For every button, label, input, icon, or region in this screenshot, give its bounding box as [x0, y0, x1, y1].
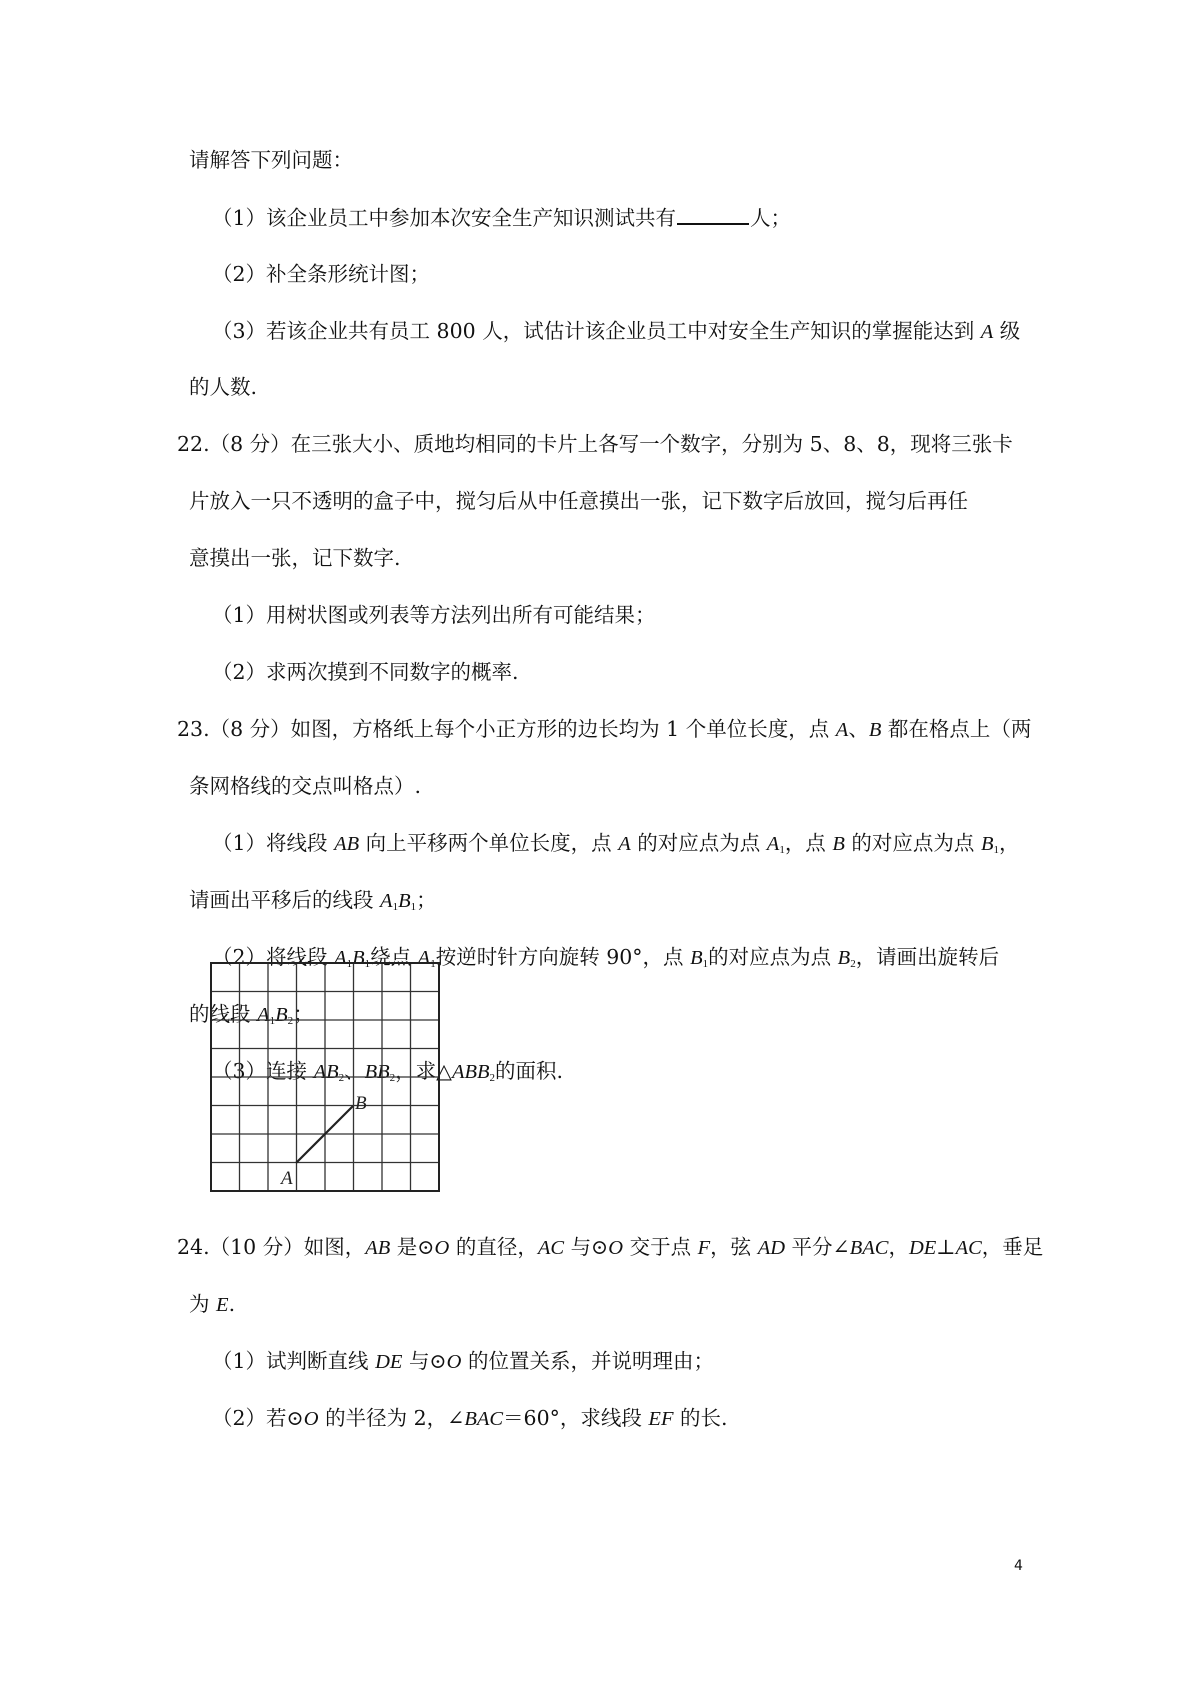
q23-part2-cont: 的线段 $A_1B_2$；	[189, 1002, 314, 1027]
q22-part2: （2）求两次摸到不同数字的概率.	[212, 660, 519, 684]
q22-part1: （1）用树状图或列表等方法列出所有可能结果；	[212, 603, 656, 627]
q21-part3-cont: 的人数.	[189, 375, 258, 399]
intro-line: 请解答下列问题：	[189, 148, 353, 172]
q22-stem-1: 22.（8 分）在三张大小、质地均相同的卡片上各写一个数字，分别为 5、8、8，现将三张卡	[177, 432, 1013, 456]
answer-blank[interactable]	[677, 203, 749, 225]
q21-part1: （1）该企业员工中参加本次安全生产知识测试共有 人；	[212, 203, 791, 232]
q23-stem-1: 23.（8 分）如图，方格纸上每个小正方形的边长均为 1 个单位长度，点 A、B 都在格点上（两	[177, 717, 1032, 741]
q21-part2: （2）补全条形统计图；	[212, 262, 431, 286]
q24-stem-2: 为 E.	[189, 1292, 236, 1316]
q24-part1: （1）试判断直线 DE 与⊙O 的位置关系，并说明理由；	[212, 1349, 714, 1373]
q21-part3: （3）若该企业共有员工 800 人，试估计该企业员工中对安全生产知识的掌握能达到 A 级	[212, 319, 1021, 343]
q23-part3: （3）连接 $AB_2$、$BB_2$，求$\triangle ABB_2$的面积.	[212, 1059, 564, 1084]
q23-part1: （1）将线段 AB 向上平移两个单位长度，点 A 的对应点为点 $A_1$，点 B 的对应点为点 $B_1$，	[212, 831, 1020, 856]
q23-part1-cont: 请画出平移后的线段 $A_1B_1$；	[189, 888, 437, 913]
q23-part2: （2）将线段 $A_1B_1$绕点 $A_1$按逆时针方向旋转 90°，点 $B_1$的对应点为点 $B_2$，请画出旋转后	[212, 945, 1000, 970]
q23-stem-2: 条网格线的交点叫格点）.	[189, 774, 422, 798]
point-b-label: B	[355, 1093, 367, 1114]
q22-stem-3: 意摸出一张，记下数字.	[189, 546, 401, 570]
grid-figure	[210, 962, 440, 1192]
page-number: 4	[1014, 1558, 1023, 1574]
grid-lines	[211, 963, 439, 1191]
point-a-label: A	[281, 1168, 293, 1189]
q24-part2: （2）若⊙O 的半径为 2，∠BAC＝60°，求线段 EF 的长.	[212, 1406, 728, 1430]
q24-stem-1: 24.（10 分）如图，AB 是⊙O 的直径，AC 与⊙O 交于点 F，弦 AD 平分∠BAC，DE⊥AC，垂足	[177, 1235, 1044, 1259]
q22-stem-2: 片放入一只不透明的盒子中，搅匀后从中任意摸出一张，记下数字后放回，搅匀后再任	[189, 489, 968, 513]
